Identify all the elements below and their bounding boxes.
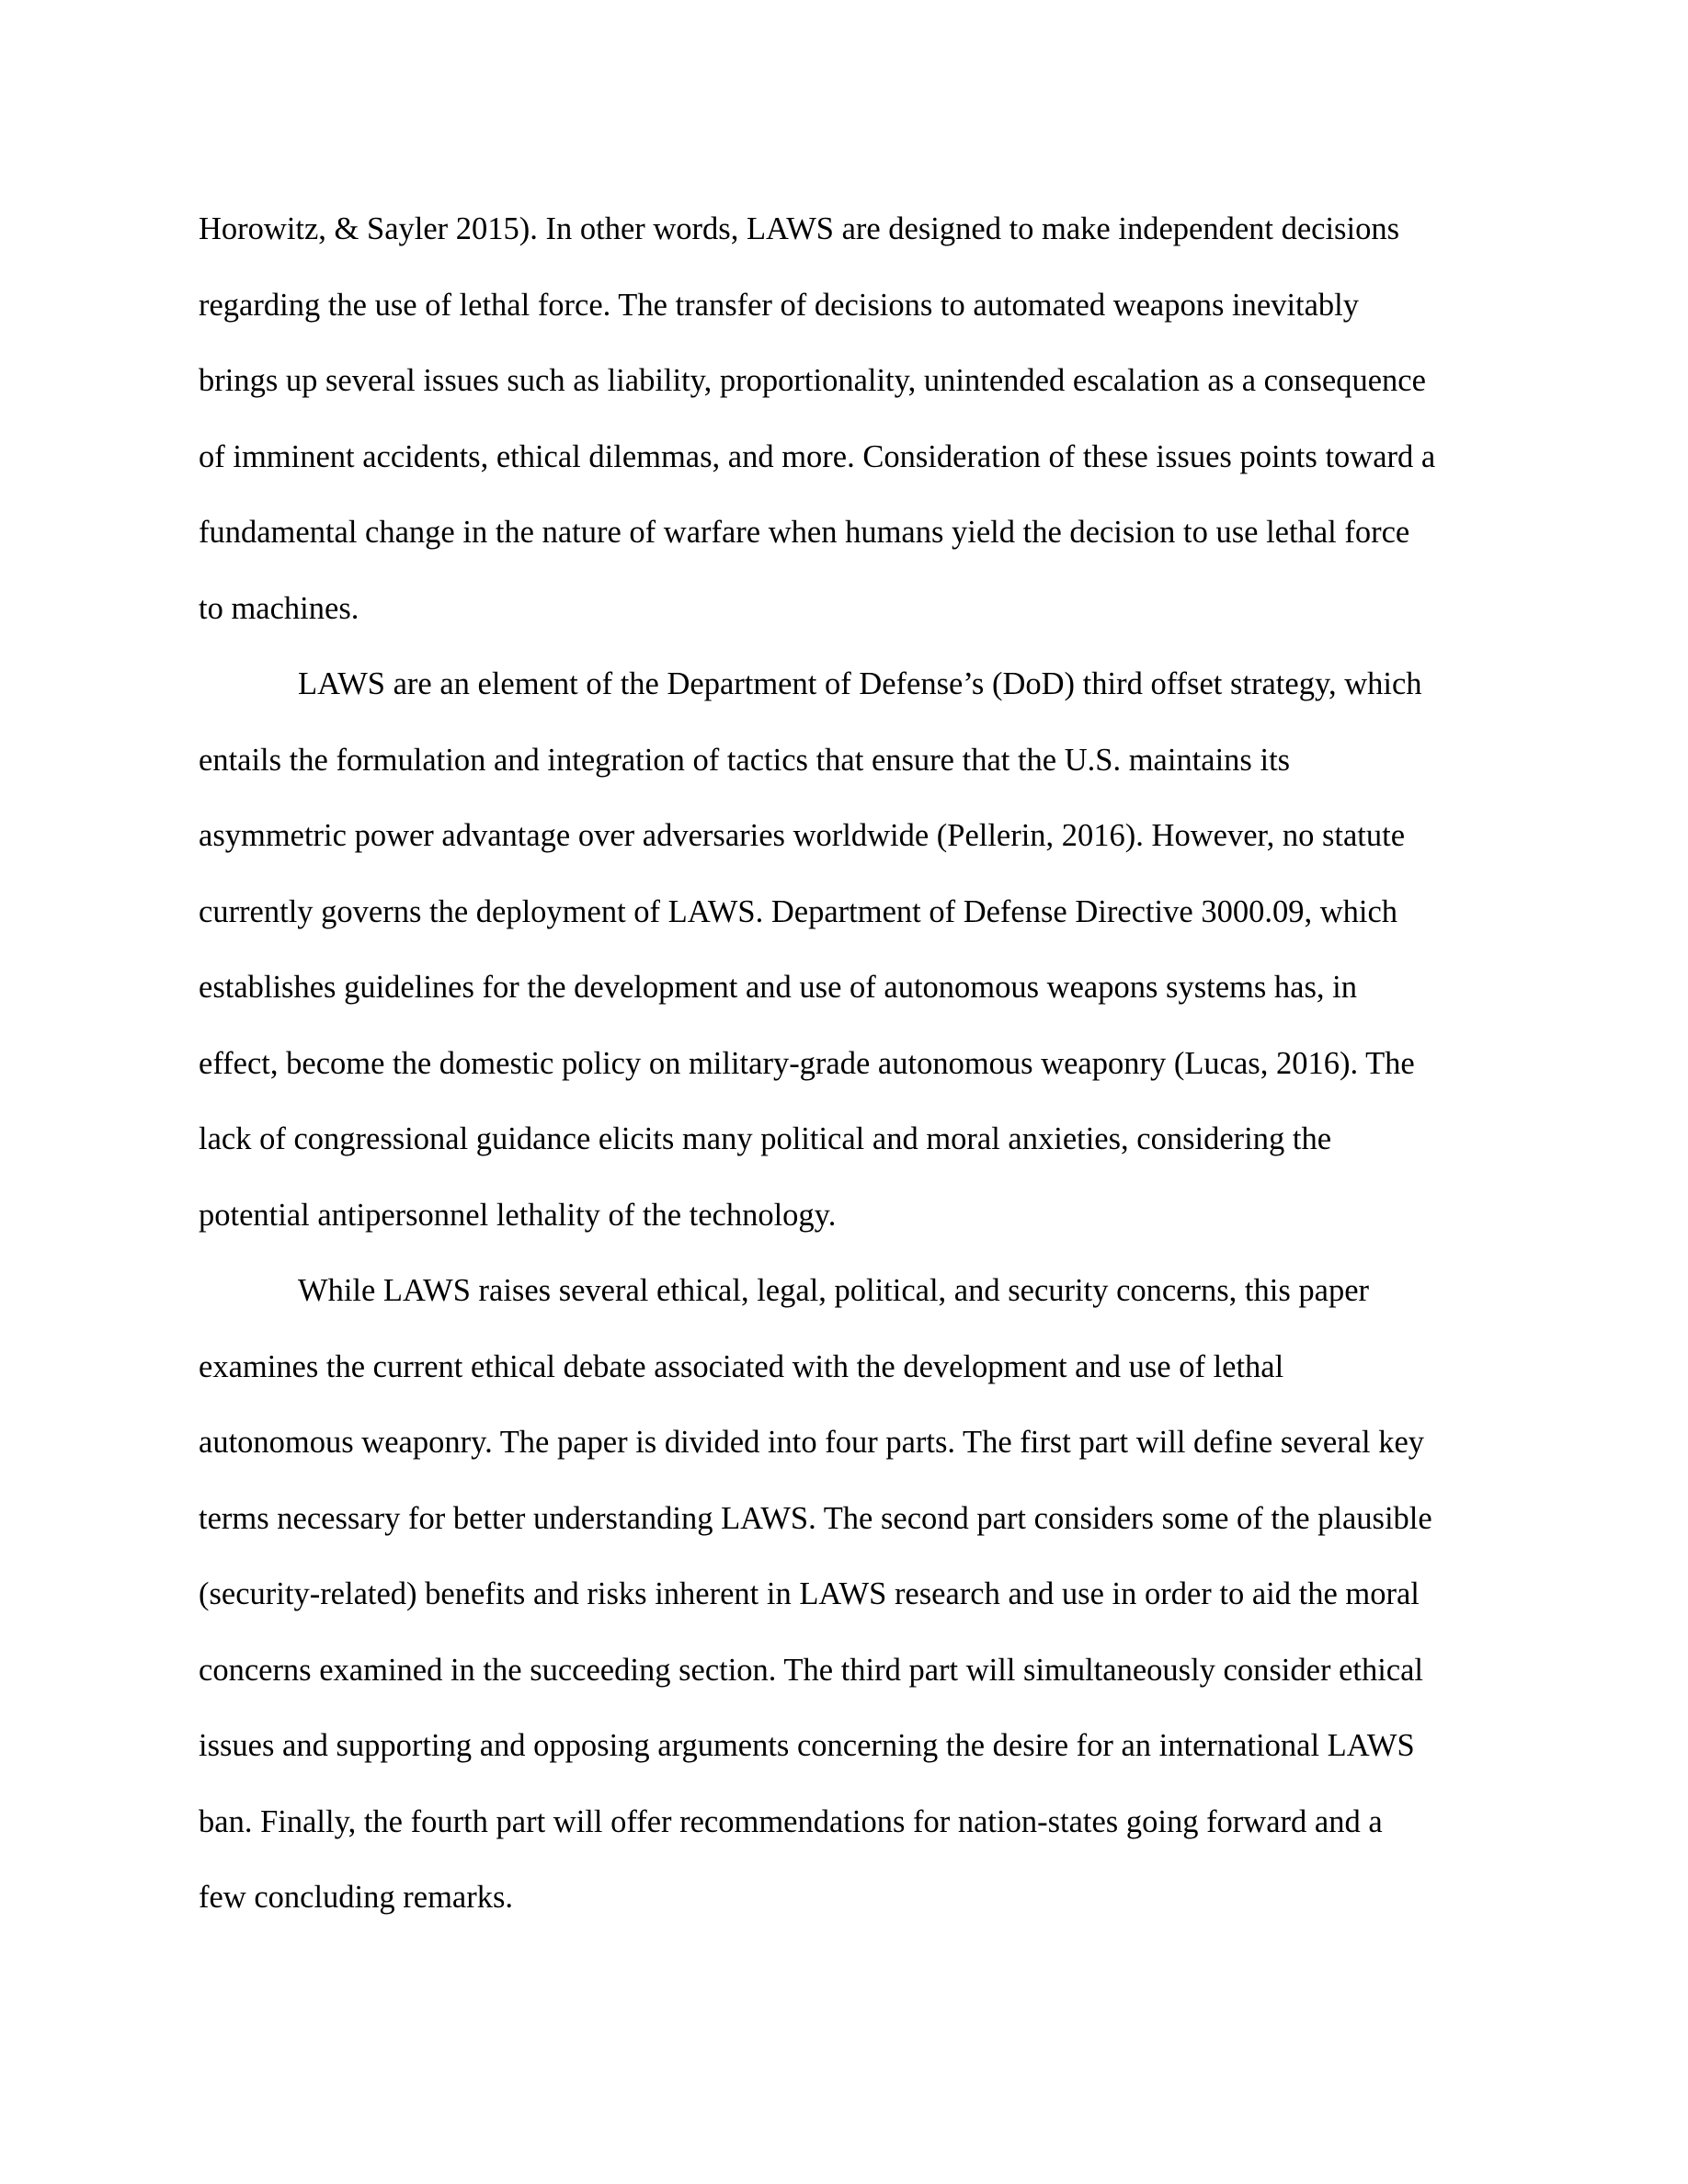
text-line: LAWS are an element of the Department of Defense’s (DoD) third offset strategy, which [298,666,1422,701]
paragraph-2 [199,646,1495,1253]
document-body [199,191,1495,1936]
text-line: lack of congressional guidance elicits many political and moral anxieties, considering the [199,1121,1332,1156]
text-line: potential antipersonnel lethality of the technology. [199,1197,837,1233]
text-line: autonomous weaponry. The paper is divided into four parts. The first part will define several key [199,1425,1425,1460]
text-line: fundamental change in the nature of warfare when humans yield the decision to use lethal force [199,515,1410,550]
text-line: establishes guidelines for the development and use of autonomous weapons systems has, in [199,970,1357,1005]
paragraph-1 [199,191,1495,646]
text-line: Horowitz, & Sayler 2015). In other words, LAWS are designed to make independent decisions [199,211,1399,246]
text-line: entails the formulation and integration of tactics that ensure that the U.S. maintains its [199,742,1291,778]
text-line: to machines. [199,590,359,626]
text-line: ban. Finally, the fourth part will offer recommendations for nation-states going forward and a [199,1803,1383,1839]
text-line: examines the current ethical debate associated with the development and use of lethal [199,1348,1284,1384]
paragraph-3 [199,1253,1495,1936]
text-line: asymmetric power advantage over adversaries worldwide (Pellerin, 2016). However, no statute [199,818,1406,853]
text-line: brings up several issues such as liability, proportionality, unintended escalation as a consequence [199,363,1426,398]
text-line: few concluding remarks. [199,1880,514,1915]
text-line: (security-related) benefits and risks inherent in LAWS research and use in order to aid the moral [199,1576,1420,1611]
text-line: of imminent accidents, ethical dilemmas, and more. Consideration of these issues points toward a [199,438,1436,474]
text-line: issues and supporting and opposing arguments concerning the desire for an international LAWS [199,1728,1415,1763]
text-line: While LAWS raises several ethical, legal, political, and security concerns, this paper [298,1273,1370,1308]
text-line: terms necessary for better understanding LAWS. The second part considers some of the plausible [199,1500,1432,1536]
text-line: regarding the use of lethal force. The transfer of decisions to automated weapons inevitably [199,287,1360,323]
text-line: concerns examined in the succeeding section. The third part will simultaneously consider ethical [199,1652,1424,1688]
text-line: currently governs the deployment of LAWS. Department of Defense Directive 3000.09, which [199,893,1398,929]
text-line: effect, become the domestic policy on military-grade autonomous weaponry (Lucas, 2016). The [199,1045,1415,1081]
